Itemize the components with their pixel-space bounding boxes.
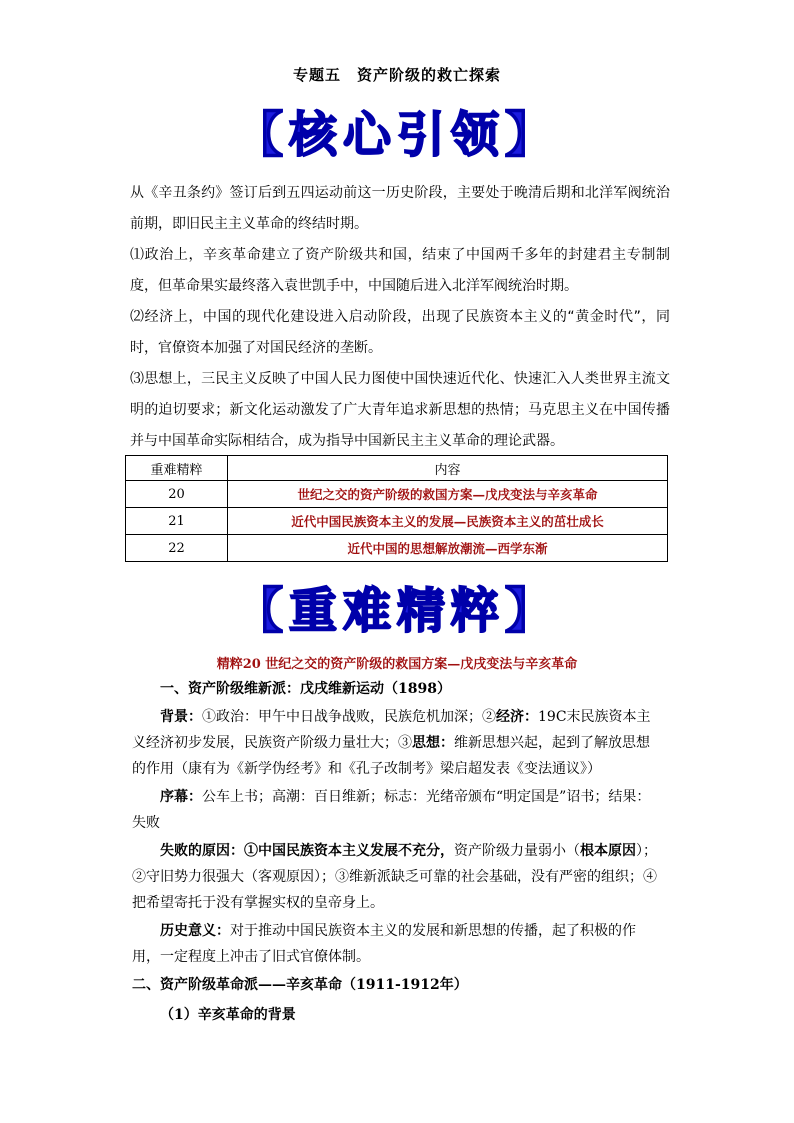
heading-revolution: 二、资产阶级革命派——辛亥革命（1911-1912年） bbox=[132, 977, 468, 993]
body-text bbox=[132, 676, 662, 1028]
intro-paragraph: 从《辛丑条约》签订后到五四运动前这一历史阶段，主要处于晚清后期和北洋军阀统治前期，即旧民主主义革命的终结时期。 bbox=[130, 185, 670, 232]
intro-paragraph: ⑵经济上，中国的现代化建设进入启动阶段，出现了民族资本主义的“黄金时代”，同时，官僚资本加强了对国民经济的垄断。 bbox=[130, 309, 670, 356]
table-cell-content: 世纪之交的资产阶级的救国方案—戊戌变法与辛亥革命 bbox=[228, 481, 668, 508]
table-header-cell: 内容 bbox=[228, 456, 668, 481]
text: 甲午中日战争战败，民族危机加深；② bbox=[258, 709, 496, 725]
heading-reform: 一、资产阶级维新派：戊戌维新运动（1898） bbox=[160, 681, 451, 697]
failure-paragraph bbox=[132, 838, 662, 916]
table-header-cell: 重难精粹 bbox=[126, 456, 228, 481]
table-cell-num: 22 bbox=[126, 535, 228, 562]
core-guide-banner: 【核心引领】 bbox=[234, 107, 559, 163]
label: 历史意义： bbox=[160, 923, 230, 939]
text: 维新思想兴起，起到了解放思想的作用（康有为《新学伪经考》和《孔子改制考》梁启超发表《变法通议》） bbox=[132, 735, 650, 777]
table-cell-num: 20 bbox=[126, 481, 228, 508]
text: ）；②守旧势力很强大（客观原因）；③维新派缺乏可靠的社会基础，没有严密的组织；④把希望寄托于没有掌握实权的皇帝身上。 bbox=[132, 843, 657, 911]
text: 19C末民族资本主义经济初步发展，民族资产阶级力量壮大；③ bbox=[132, 709, 651, 751]
section-title: 精粹20 世纪之交的资产阶级的救国方案—戊戌变法与辛亥革命 bbox=[216, 657, 578, 672]
table-cell-content: 近代中国民族资本主义的发展—民族资本主义的茁壮成长 bbox=[228, 508, 668, 535]
prelude-paragraph bbox=[132, 784, 662, 836]
label: 失败的原因： bbox=[160, 843, 244, 859]
intro-text bbox=[130, 178, 670, 457]
table-header-row bbox=[126, 456, 668, 481]
text: ①政治： bbox=[202, 709, 258, 725]
topic-title: 专题五 资产阶级的救亡探索 bbox=[292, 66, 501, 84]
text: 对于推动中国民族资本主义的发展和新思想的传播，起了积极的作用，一定程度上冲击了旧式官僚体制。 bbox=[132, 923, 636, 965]
label: 思想： bbox=[412, 735, 454, 751]
text: 公车上书；高潮：百日维新；标志：光绪帝颁布“明定国是”诏书；结果：失败 bbox=[132, 789, 651, 831]
table-row bbox=[126, 508, 668, 535]
intro-paragraph: ⑶思想上，三民主义反映了中国人民力图使中国快速近代化、快速汇入人类世界主流文明的迫切要求；新文化运动激发了广大青年追求新思想的热情；马克思主义在中国传播并与中国革命实际相结合，成为指导中国新民主主义革命的理论武器。 bbox=[130, 371, 670, 449]
label: 背景： bbox=[160, 709, 202, 725]
label: 经济： bbox=[496, 709, 538, 725]
significance-paragraph bbox=[132, 918, 662, 970]
table-row bbox=[126, 535, 668, 562]
topics-table bbox=[125, 455, 668, 562]
text: ①中国民族资本主义发展不充分， bbox=[244, 843, 454, 859]
text: 根本原因 bbox=[580, 843, 636, 859]
key-points-banner: 【重难精粹】 bbox=[234, 583, 559, 639]
table-cell-content: 近代中国的思想解放潮流—西学东渐 bbox=[228, 535, 668, 562]
table-row bbox=[126, 481, 668, 508]
background-paragraph bbox=[132, 704, 662, 782]
intro-paragraph: ⑴政治上，辛亥革命建立了资产阶级共和国，结束了中国两千多年的封建君主专制制度，但革命果实最终落入袁世凯手中，中国随后进入北洋军阀统治时期。 bbox=[130, 247, 670, 294]
table-cell-num: 21 bbox=[126, 508, 228, 535]
heading-background: （1）辛亥革命的背景 bbox=[160, 1007, 296, 1023]
text: 资产阶级力量弱小（ bbox=[454, 843, 580, 859]
label: 序幕： bbox=[160, 789, 202, 805]
